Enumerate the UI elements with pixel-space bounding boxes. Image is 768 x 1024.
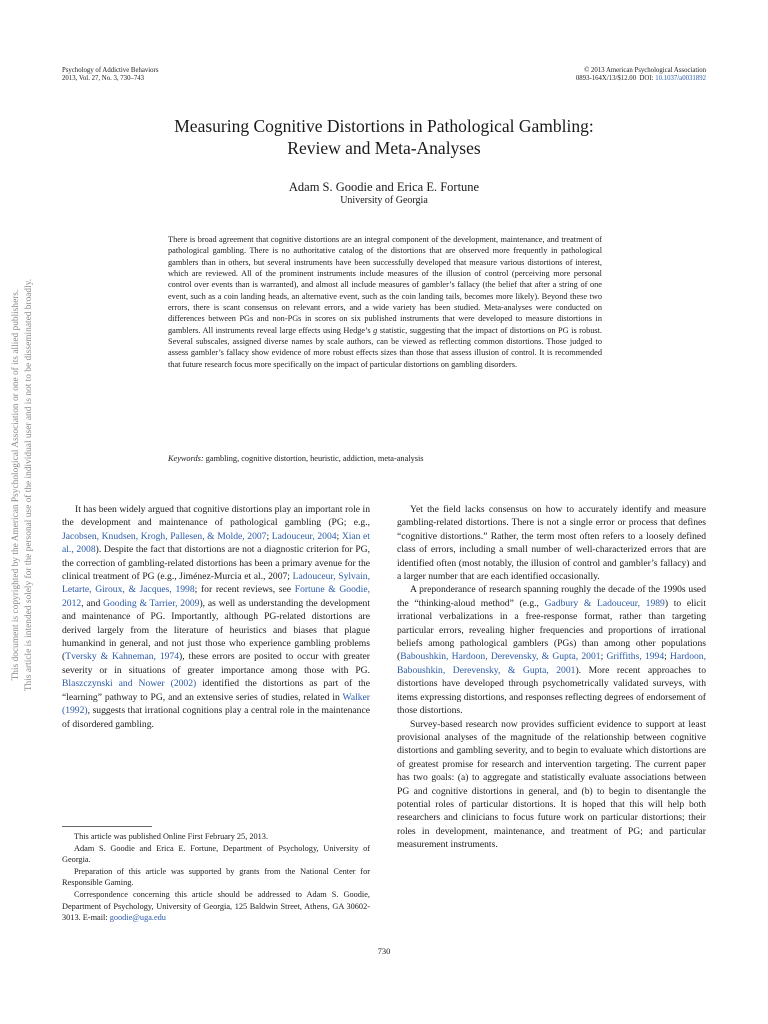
footnote: Preparation of this article was supported by grants from the National Center for Responsible Gaming. [62,866,370,888]
issn-doi-line: 0893-164X/13/$12.00 DOI: 10.1037/a0031892 [575,75,706,82]
body-paragraph: Survey-based research now provides sufficient evidence to support at least provisional analyses of the magnitude of the relationship between cognitive distortions and gambling severity, and to begin to evaluate which distortions are of greatest promise for research and intervention targeting. The current paper has two goals: (a) to aggregate and statistically evaluate associations between PG and cognitive distortions in general, and (b) to begin to disentangle the potential roles of particular distortions. It is hoped that this will help both researchers and clinicians to focus future work on particular distortions; their roles in development, maintenance, and treatment of PG; and particular measurement instruments. [397,718,706,851]
side-notice-line2: This article is intended solely for the personal use of the individual user and is not to be disseminated broadly. [24,278,34,692]
citation-link[interactable]: Fortune & Goodie, 2012 [62,584,370,609]
doi-link[interactable]: 10.1037/a0031892 [655,75,706,82]
citation-link[interactable]: Gooding & Tarrier, 2009 [103,597,200,609]
copyright-header [576,67,706,83]
intro-paragraph: It has been widely argued that cognitive distortions play an important role in the development and maintenance of pathological gambling (PG; e.g., Jacobsen, Knudsen, Krogh, Pallesen, & Molde, 2007; Ladouceur, 2004; Xian et al., 2008). Despite the fact that distortions are not a diagnostic criterion for PG, the correction of gambling-related distortions has been a primary avenue for the clinical treatment of PG (e.g., Jiménez-Murcia et al., 2007; Ladouceur, Sylvain, Letarte, Giroux, & Jacques, 1998; for recent reviews, see Fortune & Goodie, 2012, and Gooding & Tarrier, 2009), as well as understanding the development and maintenance of PG. Importantly, although PG-related distortions are derived largely from the literature of heuristics and biases that plague humankind in general, and not just those who experience gambling problems (Tversky & Kahneman, 1974), these errors are posited to occur with greater severity or in situations of greater importance among those with PG. Blaszczynski and Nower (2002) identified the distortions as part of the “learning” pathway to PG, and an extensive series of studies, related in Walker (1992), suggests that irrational cognitions play a central role in the maintenance of disordered gambling. [62,504,370,730]
email-link[interactable]: goodie@uga.edu [109,913,166,923]
footnote: Correspondence concerning this article should be addressed to Adam S. Goodie, Department of Psychology, University of Georgia, 125 Baldwin Street, Athens, GA 30602-3013. E-mail: goodie@uga.edu [62,889,370,923]
body-paragraph: A preponderance of research spanning roughly the decade of the 1990s used the “thinking-aloud method” (e.g., Gadbury & Ladouceur, 1989) to elicit irrational verbalizations in a free-response format, rather than targeting particular errors, revealing higher frequencies and proportions of irrational beliefs among pathological gamblers (PGs) than among other populations (Baboushkin, Hardoon, Derevensky, & Gupta, 2001; Griffiths, 1994; Hardoon, Baboushkin, Derevensky, & Gupta, 2001). More recent approaches to distortions have developed through psychometrically validated surveys, with items expressing distortions, and responses reflecting degrees of endorsement of those distortions. [397,584,706,717]
citation-link[interactable]: Tversky & Kahneman, 1974 [65,651,180,663]
citation-link[interactable]: Baboushkin, Hardoon, Derevensky, & Gupta, 2001 [400,651,601,663]
keywords-label: Keywords: [168,454,204,463]
body-paragraph: Yet the field lacks consensus on how to accurately identify and measure gambling-related distortions. There is not a single error or process that defines “cognitive distortions.” Rather, the term most often refers to a loosely defined class of errors, including a small number of well-characterized errors that are identified often (most notably, the illusion of control and gambler’s fallacy) and a larger number that are each identified occasionally. [397,504,706,583]
citation-link[interactable]: Walker (1992) [62,691,370,717]
citation-link[interactable]: Hardoon, Baboushkin, Derevensky, & Gupta, 2001 [397,651,706,676]
abstract [168,234,602,370]
citation-link[interactable]: Gadbury & Ladouceur, 1989 [544,597,665,609]
citation-link[interactable]: Ladouceur, 2004 [271,530,337,542]
affiliation: University of Georgia [340,195,428,206]
keywords-text: gambling, cognitive distortion, heuristic, addiction, meta-analysis [205,454,424,463]
footnote: This article was published Online First February 25, 2013. [74,832,269,841]
right-column [397,503,706,852]
journal-name: Psychology of Addictive Behaviors [62,67,159,74]
footnote-divider [62,826,152,827]
volume-line: 2013, Vol. 27, No. 3, 730–743 [62,75,145,82]
citation-link[interactable]: Griffiths, 1994 [606,651,665,663]
page-number: 730 [377,946,391,956]
citation-link[interactable]: Xian et al., 2008 [62,530,370,556]
footnote: Adam S. Goodie and Erica E. Fortune, Department of Psychology, University of Georgia. [62,843,370,865]
side-notice-line1: This document is copyrighted by the American Psychological Association or one of its allied publishers. [11,289,21,681]
abstract-text: There is broad agreement that cognitive distortions are an integral component of the development, maintenance, and treatment of pathological gambling. There is no authoritative catalog of the distortions that are observed more frequently in pathological gamblers than in others, but several instruments have been successfully developed that measure various distortions of interest, which are reviewed. All of the prominent instruments include measures of the illusion of control (perceiving more personal control over events than is warranted), and almost all include measures of gambler’s fallacy (the belief that after a string of one event, such as a coin landing heads, an alternative event, such as the coin landing tails, becomes more likely). Beyond these two errors, there is scant consensus on relevant errors, and a wide variety has been studied. Meta-analyses were conducted on differences between PGs and non-PGs in scores on six published instruments that were developed to measure distortions in gamblers. All instruments reveal large effects using Hedge’s g statistic, suggesting that the impact of distortions on PG is robust. Several subscales, assigned diverse names by scale authors, can be viewed as reflecting common distortions. Those judged to assess gambler’s fallacy show evidence of more robust effects sizes than those that assess illusion of control. It is recommended that future research focus more specifically on the impact of particular distortions on gambling disorders. [168,235,602,369]
citation-link[interactable]: Jacobsen, Knudsen, Krogh, Pallesen, & Molde, 2007 [62,530,267,542]
keywords [168,453,602,464]
title-line1: Measuring Cognitive Distortions in Pathological Gambling: [174,116,594,136]
left-column [62,503,370,731]
copyright-line: © 2013 American Psychological Association [584,67,706,74]
citation-link[interactable]: Blaszczynski and Nower (2002) [62,678,197,690]
citation-link[interactable]: Ladouceur, Sylvain, Letarte, Giroux, & Jacques, 1998 [62,571,370,596]
copyright-side-notice [10,275,46,695]
authors: Adam S. Goodie and Erica E. Fortune [288,180,480,194]
article-title [60,115,708,159]
title-line2: Review and Meta-Analyses [287,138,481,158]
footnotes [62,831,370,924]
journal-header [62,67,158,83]
